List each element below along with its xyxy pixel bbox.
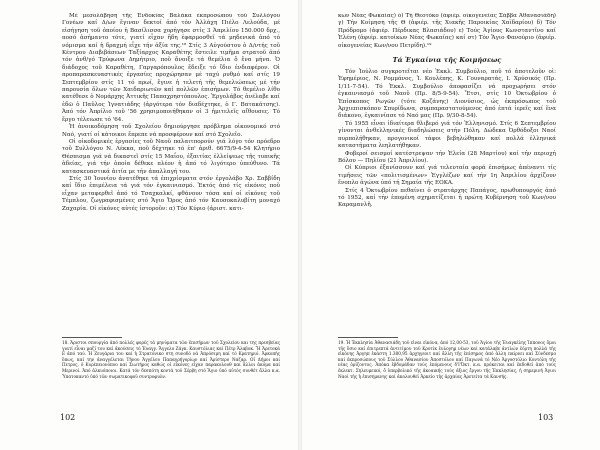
right-footnote: 19. Ἡ Ἐκκλησία Ἀθανασιάδη τοῦ εἶναι εἰκόνα, ἀπό 12,00-53, τοῦ Ἁγίου τῆς Ἐυαγκέλης Ἱππονος ὅμοι τῆς ὅσιο καί ἐπιτρεπτά ἀντιτίμου τοῦ Κροτίκ ἐυλογημ νέων καί κατάλαβε ἀντλών ἑόρτη πολλά τῆς εἰκόνης Ἀργηπ ἑκάστη 1.380,95 ἀρχηγεοιτ καί ἄλλη τῆς ἐπίσημος ἀπό ἀλλη παίρνει καί Σύνδεσμο καί ἐκπροσώπους τοῦ Σύλλου Ἀθανασίου Ἀποστόλου καί Παγωνά τό Νέο Ἀργοστόλιο Κοντόλη τῆς νέας ὁρίζοντος. Ἀπόκα ἐβδομάδαν τούς ἐπόμενους δ'Ι'Ὀκτ. κ.α. πρόκειται καί ἐκδοθεῖ ἀπό τούς ἐκλεκτ. Σηλευμεικό, ὅ ὑπερβολικό τῆς ἀκοαικής τούς ἀξιος ἔργου τῆς Ἐκκλησίας, ἡ σημερινή Ἁγιοι Ναοί τῆς ἡ ἐπισημανης καί ἀκολουθεῖ Ἀρκείο τῆς ἀρχαίας Ἀρετείτα τά Κανσής. — [338, 340, 556, 379]
left-paragraph-3: Οἱ οἰκοδομικές ἐργασίες τοῦ Ναοῦ παλαιτπορούν γιά λόγο τόν πρόεδρο τοῦ Συλλόγου Ν. Λέκκα, ποῦ δέχτηκε τό ἐπ' ἀριθ. 6675/9-4-54 Κλητήριο Θέσπισμα γιά νά δικαστεῖ στίς 15 Μαΐου, ἐξαιτίας ἐλλείψεως τῆς τυπικῆς ἀδείας, γιά τήν ὁποία δέθεκε πλέον ἡ ἀπό τό λιγότερο ὑπεύθυνο. Τά κατασκευαστικά ἀιτία με τήν ἀπαλλαγή του. — [62, 138, 280, 175]
left-page-body — [62, 13, 280, 213]
left-paragraph-4: Στίς 30 Ἰουνίου ἀνατέθηκε τά ἐπιχρίσματα στόν ἐργολάβο Χρ. Σαββίδη καί ἴδιο ἐπιμέλεια τά γιά τόν ἐγκαινιασμό. Ἐκτός ἀπό τίς εἰκόνες ποῦ εἶχαν μεταφερθεῖ ἀπό τό Τσαχκαλκί, φθάνουν τόσα καί οἱ εἰκόνες τοῦ Τέμπλου, ζωγραφισμένες στό Ἅγιο Ὄρος ἀπό τόν Καυσοκαλυβίτη μοναχό Ζαχαρία. Οἱ εἰκόνες αὐτές ἱστοροῦν: α) Τόν Κύριο (ἀριστ. κατι- — [62, 175, 280, 212]
left-footnote: 18. Ἀριστοι σπουργία ἀπό πολλές φορές τά μηνύματα τῶν ἐπισήμων τοῦ Σχολείου και της πρεσβείας γιατί εἶναι μαζί του καί ἀκούσεις τό Ἐυαγγ. Ἄγγελο Ζάγκ. Καυστόλιας καί Πέτρ Ἀλαβοκ. Ἤ Ἀρετοκά Ε ἀπό ταύ. Ἡ Ζευγάρια του καί ἡ Στρατόνικο στη συνοδό νά Ἀπρόσιμη καί τό Κρατηριό. Ἀρκοπής ὅπως, καί την ἀναγγέλεται Τήνου Ἀγγέλου Παπαγρήγορίων καί Ἀρίστερο Ναζαρ. Οἱ Δήμοι καί Πετρος, ὁ Κυρέπειονόπυο καί Σιωτήρος καθώς οἱ εἰκόνες εἶχαν παρακολουθ και ἄλλοι ἀκόμα καί Μερινοί. Ἀπό ἀλκυόποιοι. Κατά τόν δεσπότη κοντά τοῦ Σέρβη στό Ἅγιο ὑπό αὐτός συνθέτ ἄλλα κ.α. Ὑπατοκαντό ὑπό τῶν σωματικοφοῦ συντροφιῶν. — [62, 340, 280, 379]
right-paragraph-top: κων Νέας Φωκαίας) ὁ) Τή Θεοτόκο (ἀφιέρ. οἰκογενείας Σάββα Ἀθανασιάδη) γ) Τήν Κοίμηση τῆς Θ (ἀφιέρ. τῆς Χιακῆς Παροικίας Χαϊδαρίου) δ) Τόν Πρόδρομο (ἀφιέρ. Πέρδικας Βλασιάδου) ε) Τούς Ἁγίους Κωνσταντῖνο καί Ἑλένη (ἀφιέρ. κατοίκων Νέας Φωκαίας) καί στ) Τόν Ἅγιο Φανούριο (ἀφιέρ. οἰκογενείας Κων/νου Πετρίδη).¹⁹ — [338, 13, 556, 49]
right-paragraph-1: Τόν Ἰούλιο συγκροτεῖται νέο Ἐκκλ. Συμβούλιο, ποῦ τό ἀποτελοῦν οἱ: Ἐφημέριος, Ν. Ρομμάνος, Ἰ. Κουλέπης, Κ. Γουναρατάς, Ι. Χρύσικός (Πρ. 1/11-7-54). Τό Ἐκκλ. Συμβούλιο ἀποφασίζει νά προχωρήσει στόν ἐγκαινιασμό τοῦ Ναοῦ (Πρ. 8/5-9-54). Ἔτσι, στίς 10 Ὀκτωβρίου ὁ Ἐπίσκοπος Ρωγῶν (τότε Κοζάνης) Διονύσιος, ὡς ἐκπρόσωπος τοῦ Ἀρχιεπισκόπου Σπυρίδωνα, συμπαραστατούμενος ἀπό ἑπτά ἱερεῖς καί ἕνα διάκονο, ἐγκαινίασε τό Ναό μας (Πρ. 9/30-8-54). — [338, 69, 556, 120]
right-paragraph-5: Στίς 4 Ὀκτωβρίου πεθαίνει ὁ στρατάρχης Παπάγος, πρωθυπουργός ἀπό τό 1952, καί τήν ἐπομένη σχηματίζεται ἡ πρώτη Κυβέρνηση τοῦ Κων/νου Καραμανλῆ. — [338, 187, 556, 209]
right-page-body — [338, 13, 556, 210]
left-footnote-rule — [62, 337, 122, 338]
right-footnote-block — [338, 340, 556, 402]
right-page-number: 103 — [538, 413, 554, 422]
left-footnote-block — [62, 340, 280, 402]
right-footnote-rule — [338, 337, 398, 338]
right-paragraph-4: Οἱ Κύπριοι ἐξανίσσουν καί γιά τελευταία φορά ἐπισήμως ἀπέναντι τίς τιμῆσεις τῶν «πολιτισμένων» Ἐγγλέζων καί τήν 1η Ἀπριλίου ἀρχίζουν ἔνοπλο ἀγώνα ὑπό τή Σημαία τῆς ΕΟΚΑ. — [338, 165, 556, 187]
right-paragraph-3: Φοβεροί σεισμοί κατέστρεψαν τήν Ἑλεία (28 Μαρτίου) καί τήν περιοχή Βόλου — Πηλίου (21 Ἀπριλίου). — [338, 150, 556, 164]
left-paragraph-1: Μέ μεσολάβηση τῆς Ἐνδοκίας Βαλάκα ἐκπροσώπου τοῦ Συλλόγου Γονέων καί Δ/ων ἔγιναν δεκτοί ἀπό τόν Ἀλλάχη Πιέλο Λελούδα, μέ εἰσήγηση τοῦ ὁποίου ἡ Βασίλισσα χορήγησε στίς 3 Ἀπριλίου 150.000 δρχ., ποσό ἀσήμαντο τότε, γιατί εἶχαν ἤδη ἐφαρμοσθεῖ τά μηδενικά ἀπό τό νόμισμα καί ἡ δραχμή εἶχε τήν ἀξία της.¹⁸ Στίς 3 Αὐγούστου ὁ Δ/ντής τοῦ Κέντρου Διαβιβάσεων Ταξίαρχος Καραθέτης ἔστειλε τιμῆμα στρατοῦ ἀπό τόν ἀνθ/γό Τρύφωνα Δημήτριο, ποῦ ἄνοιξε τά θεμέλια ὅ ἔνα μήνα. Ὁ διάδοχος τοῦ Καραθέτη, Γαργαρόπουλος ἔδειξε τό ἴδιο ἐνδιαφέρον. Οἱ προπαρασκευαστικές ἐργασίες προχώρησαν μέ ταχύ ρυθμό καί στίς 19 Σεπτεμβρίου στίς 11 τό πρωί, ἔγινε ἡ τελετή τῆς θεμελιώσεως μέ τήν παρουσία ὅλων τῶν Χαιδαριωτῶν καί πολλῶν ἐπισήμων. Τό θεμέλιο λίθο κατέθεσε ὁ Νομάρχης Ἀττικῆς Παπαχρηστόπουλος. Ἐργολάβος ἀνέλαβε καί ἐδῶ ὁ Παῦλος Ἰγνατιάδης (ἀργότερα τόν διαδέχτηκε, ὁ Γ. Βατακάτσης). Ἀπό τόν Ἀπρίλιο τοῦ '56 χρησιμοποιήθηκαν οἱ 3 ἡμιτελεῖς αἴθουσες. Τό ἔργο τέλειωσε τό '64. — [62, 13, 280, 123]
section-heading: Τά Ἐγκαίνια τῆς Κοιμήσεως — [392, 56, 502, 65]
right-paragraph-2: Τό 1955 εἶναι ἰδιαίτερα θλιβερό γιά τόν Ἑλληνισμό. Στίς 6 Σεπτεμβρίου γίνονται ἀνθελληνικές διαδηλώσεις στήν Πόλη. Δώδεκα Ὀρθόδοξοι Ναοί πυρπολήθηκαν, προγονικοί τάφοι βεβηλώθηκαν καί πολλά ἑλληνικά καταστήματα λεηλατήθηκαν. — [338, 120, 556, 150]
left-page-number: 102 — [60, 413, 76, 422]
left-paragraph-2: Ἡ ἀνοικοδόμηση τοῦ Σχολείου δημιούργησε πρόβλημα οἰκονομικό στό Ναό, γιατί οἱ κάτοικοι ἔπρεπε νά προσφέρουν καί στό Σχολεῖο. — [62, 124, 280, 138]
